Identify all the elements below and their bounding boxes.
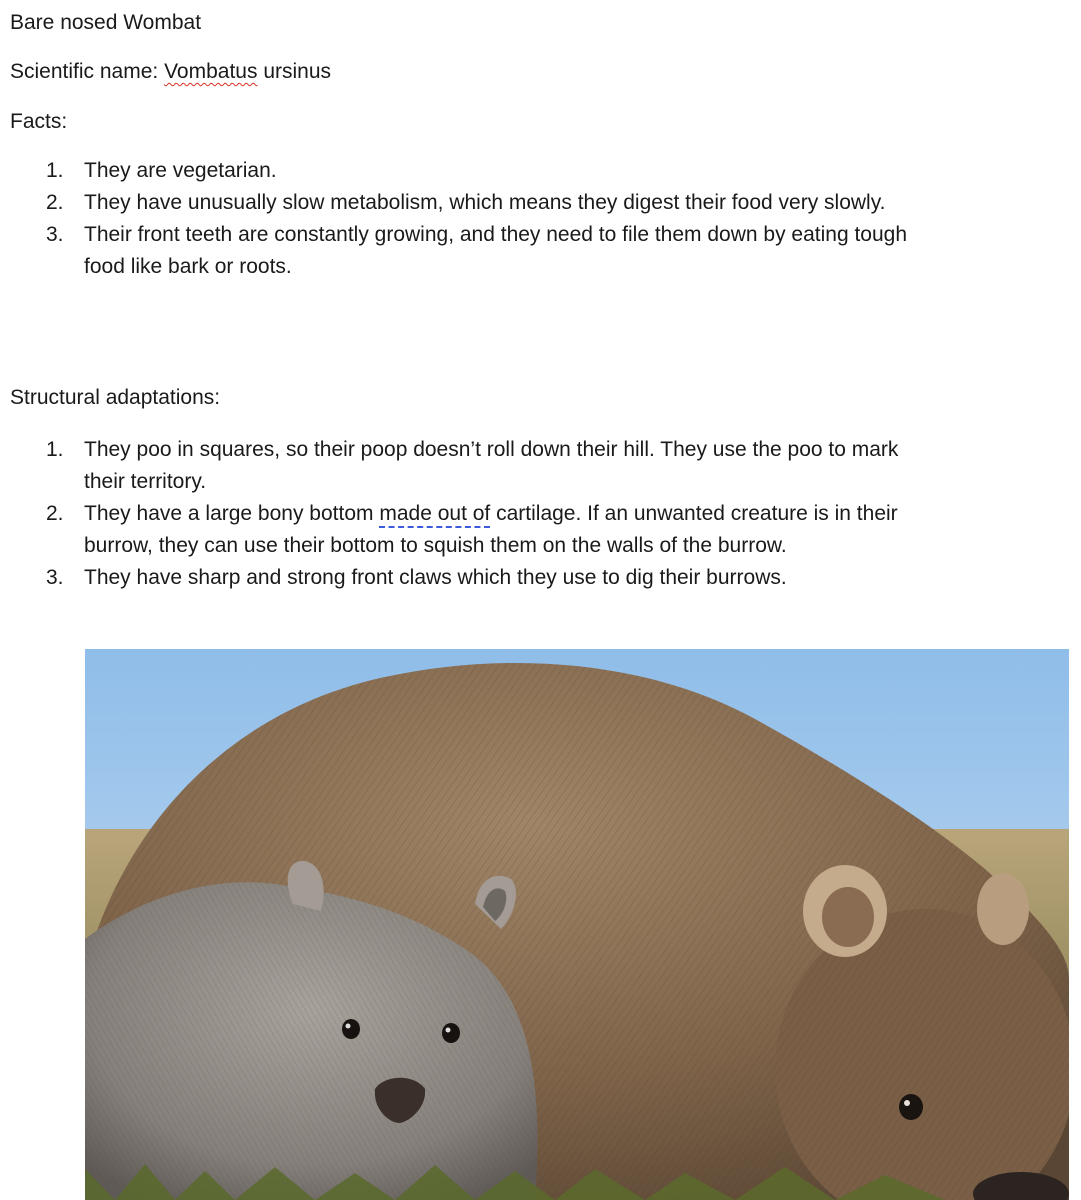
document-title: Bare nosed Wombat	[10, 11, 202, 34]
wombat-photo-illustration	[85, 649, 1069, 1200]
scientific-name-label: Scientific name:	[10, 60, 159, 83]
facts-list	[0, 155, 944, 283]
list-item-number: 1.	[46, 159, 64, 182]
list-item-number: 2.	[46, 191, 64, 214]
list-item	[0, 434, 944, 498]
adaptations-list	[0, 434, 944, 594]
list-item	[0, 219, 944, 283]
adaptations-heading: Structural adaptations:	[10, 386, 221, 409]
list-item-text: Their front teeth are constantly growing, and they need to file them down by eating tough food like bark or roots.	[84, 223, 908, 278]
list-item	[0, 562, 944, 594]
list-item-number: 2.	[46, 502, 64, 525]
list-item	[0, 187, 944, 219]
list-item-text: They are vegetarian.	[84, 159, 277, 182]
list-item-number: 3.	[46, 223, 64, 246]
list-item	[0, 155, 944, 187]
list-item-text: They have sharp and strong front claws which they use to dig their burrows.	[84, 566, 787, 589]
list-item-text: They have unusually slow metabolism, which means they digest their food very slowly.	[84, 191, 886, 214]
facts-heading: Facts:	[10, 110, 68, 133]
grammar-flagged-phrase[interactable]: made out of	[379, 502, 491, 525]
list-item	[0, 498, 944, 562]
list-item-text: They poo in squares, so their poop doesn’t roll down their hill. They use the poo to mark their territory.	[84, 438, 899, 493]
scientific-name-line	[10, 59, 331, 85]
scientific-name-genus[interactable]: Vombatus	[164, 60, 258, 83]
list-item-number: 1.	[46, 438, 64, 461]
list-item-number: 3.	[46, 566, 64, 589]
scientific-name-species: ursinus	[263, 60, 332, 83]
wombat-photo[interactable]	[85, 649, 1069, 1200]
list-item-text: They have a large bony bottom made out of cartilage. If an unwanted creature is in their burrow, they can use their bottom to squish them on the walls of the burrow.	[84, 502, 898, 557]
